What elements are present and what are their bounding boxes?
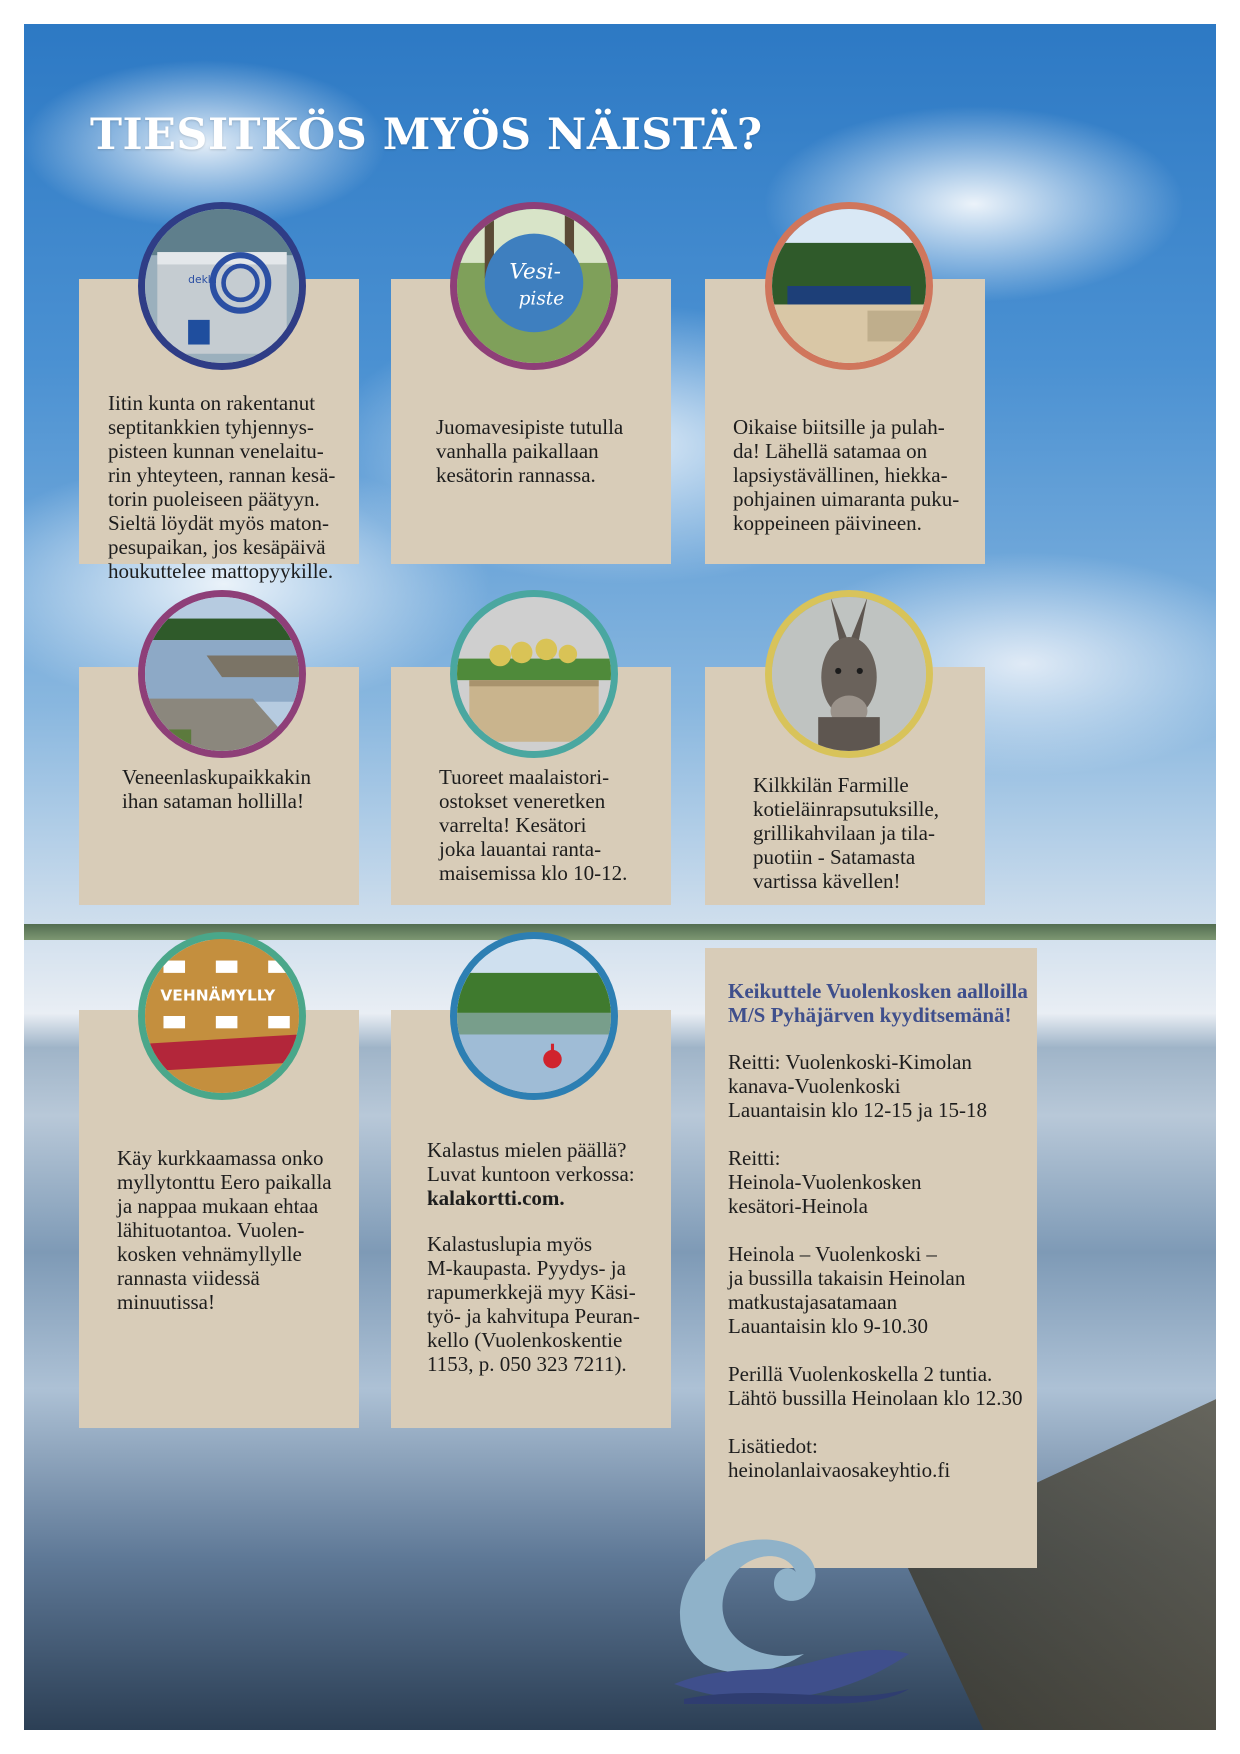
poster-background: [24, 24, 1216, 1730]
photo-boat-launch: [138, 590, 306, 758]
card-text: Käy kurkkaamassa onko myllytonttu Eero paikalla ja nappaa mukaan ehtaa lähituotantoa. Vuolen- kosken vehnämyllylle rannasta viidessä minuutissa!: [117, 1146, 332, 1314]
card-text: Iitin kunta on rakentanut septitankkien tyhjennys- pisteen kunnan venelaitu- rin yhteyteen, rannan kesä- torin puoleiseen päätyyn. Sieltä löydät myös maton- pesupaikan, jos kesäpäivä houkuttelee mattopyykille.: [108, 391, 336, 583]
sign-line-1: Vesi-: [509, 259, 561, 285]
card-text: Oikaise biitsille ja pulah- da! Lähellä satamaa on lapsiystävällinen, hiekka- pohjainen uimaranta puku- koppeineen päivineen.: [733, 415, 960, 535]
card-text: Juomavesipiste tutulla vanhalla paikallaan kesätorin rannassa.: [436, 415, 624, 487]
photo-water-sign: [450, 202, 618, 370]
card-text-a: Kalastus mielen päällä? Luvat kuntoon verkossa:: [427, 1138, 635, 1186]
photo-mill-building: [138, 932, 306, 1100]
photo-donkey: [765, 590, 933, 758]
photo-beach: [765, 202, 933, 370]
sign-line-2: piste: [518, 288, 565, 310]
mill-sign: VEHNÄMYLLY: [160, 986, 276, 1005]
page-title: TIESITKÖS MYÖS NÄISTÄ?: [90, 110, 763, 160]
fishing-link[interactable]: kalakortti.com.: [427, 1186, 565, 1210]
card-text: Kilkkilän Farmille kotieläinrapsutuksille, grillikahvilaan ja tila- puotiin - Satamasta vartissa kävellen!: [753, 773, 940, 893]
photo-septic-station: [138, 202, 306, 370]
photo-fishing-lake: [450, 932, 618, 1100]
wave-logo-icon: [664, 1524, 914, 1704]
cruise-heading: Keikuttele Vuolenkosken aalloilla M/S Pyhäjärven kyyditsemänä!: [728, 979, 1028, 1027]
photo-market-produce: [450, 590, 618, 758]
card-text-b: Kalastuslupia myös M-kaupasta. Pyydys- ja rapumerkkejä myy Käsi- työ- ja kahvitupa Peuran- kello (Vuolenkoskentie 1153, p. 050 323 7211).: [427, 1232, 640, 1376]
cruise-body: Reitti: Vuolenkoski-Kimolan kanava-Vuolenkoski Lauantaisin klo 12-15 ja 15-18 Reitti: Heinola-Vuolenkosken kesätori-Heinola Heinola – Vuolenkoski – ja bussilla takaisin Heinolan matkustajasatamaan Lauantaisin klo 9-10.30 Perillä Vuolenkoskella 2 tuntia. Lähtö bussilla Heinolaan klo 12.30 Lisätiedot: heinolanlaivaosakeyhtio.fi: [728, 1050, 1023, 1482]
card-text: Tuoreet maalaistori- ostokset veneretken varrelta! Kesätori joka lauantai ranta- maisemissa klo 10-12.: [439, 765, 628, 885]
dekki-label: dekki: [188, 272, 218, 286]
card-cruise-info: [705, 948, 1037, 1568]
card-text: Veneenlaskupaikkakin ihan sataman hollilla!: [122, 765, 311, 813]
